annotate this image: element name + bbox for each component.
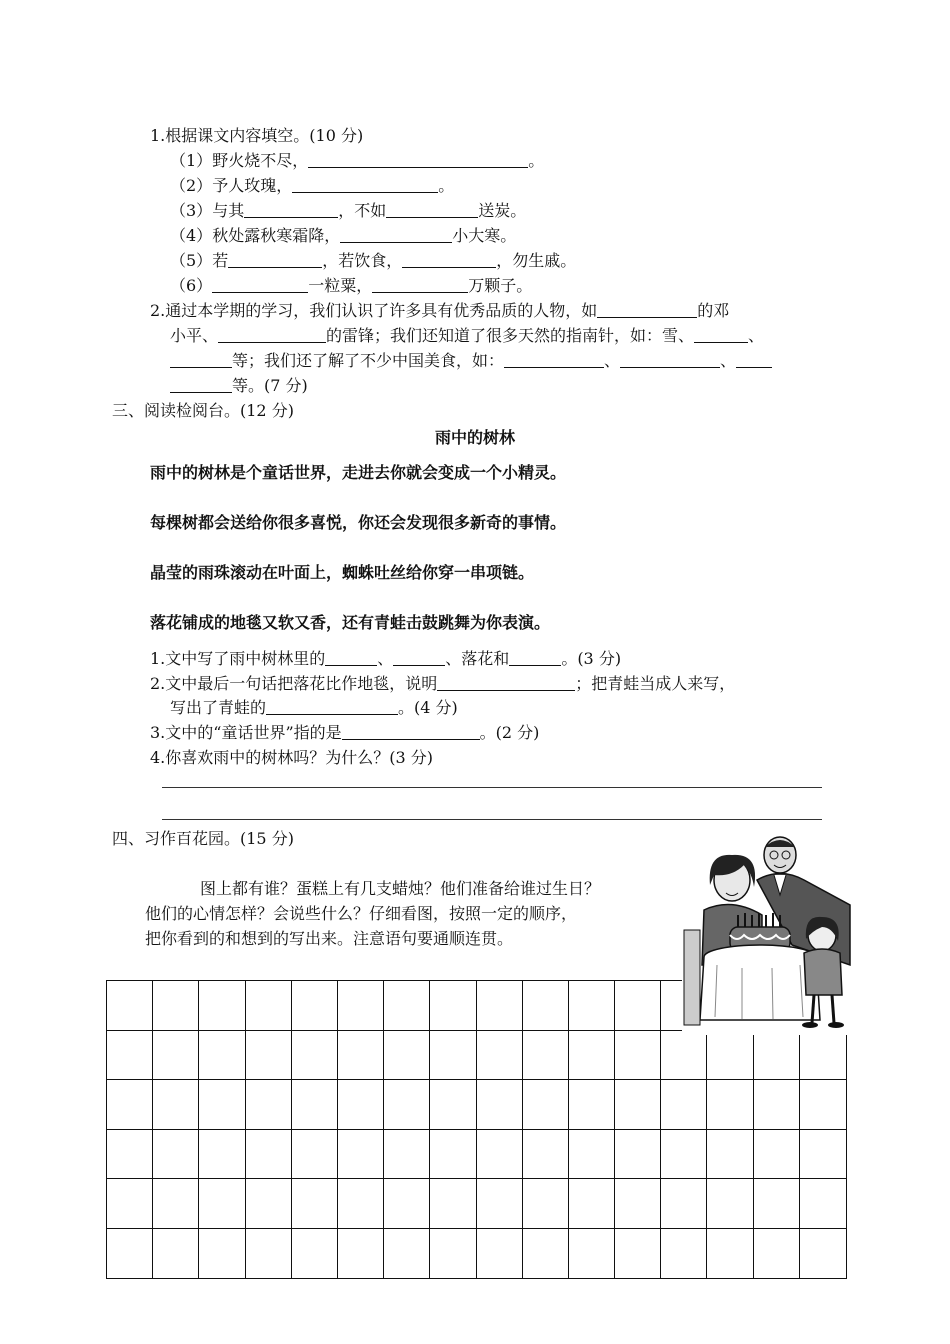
grid-cell[interactable] [199,1179,245,1229]
grid-cell[interactable] [477,1031,523,1081]
grid-cell[interactable] [430,1229,476,1279]
q2-line-4: 等。(7 分) [170,375,308,397]
passage-paragraph: 晶莹的雨珠滚动在叶面上，蜘蛛吐丝给你穿一串项链。 [150,563,535,582]
grid-cell[interactable] [569,981,615,1031]
writing-prompt-line: 他们的心情怎样？会说些什么？仔细看图，按照一定的顺序， [145,904,578,923]
grid-cell[interactable] [153,1031,199,1081]
q1-item-1: （1）野火烧不尽， 。 [170,151,545,170]
answer-blank[interactable] [170,376,232,393]
grid-cell[interactable] [615,1130,661,1180]
grid-cell[interactable] [292,1179,338,1229]
grid-cell[interactable] [477,1179,523,1229]
grid-cell[interactable] [430,981,476,1031]
answer-blank[interactable] [437,674,575,691]
grid-cell[interactable] [754,1229,800,1279]
q1-item-3: （3）与其 ，不如 送炭。 [170,201,527,220]
grid-cell[interactable] [523,1229,569,1279]
q2-line-3: 等；我们还了解了不少中国美食，如： 、 、 [170,350,772,372]
grid-cell[interactable] [615,981,661,1031]
answer-blank[interactable] [340,226,452,243]
grid-cell[interactable] [107,1080,153,1130]
grid-cell[interactable] [569,1179,615,1229]
grid-cell[interactable] [661,1229,707,1279]
answer-blank[interactable] [597,301,697,318]
grid-cell[interactable] [707,1179,753,1229]
grid-cell[interactable] [430,1080,476,1130]
grid-cell[interactable] [430,1179,476,1229]
answer-blank[interactable] [736,351,772,368]
grid-cell[interactable] [338,1130,384,1180]
answer-blank[interactable] [244,201,338,218]
q2-line-1: 2.通过本学期的学习，我们认识了许多具有优秀品质的人物，如 的邓 [150,301,730,320]
grid-cell[interactable] [199,1229,245,1279]
answer-blank[interactable] [402,251,496,268]
grid-cell[interactable] [707,1031,753,1081]
grid-cell[interactable] [523,1179,569,1229]
grid-cell[interactable] [615,1179,661,1229]
section-4-heading: 四、习作百花园。(15 分) [112,829,294,848]
grid-cell[interactable] [569,1130,615,1180]
answer-blank[interactable] [170,351,232,368]
grid-cell[interactable] [707,1080,753,1130]
answer-blank[interactable] [694,326,748,343]
grid-cell[interactable] [246,1080,292,1130]
grid-cell[interactable] [615,1031,661,1081]
answer-blank[interactable] [325,649,377,666]
grid-cell[interactable] [800,1229,846,1279]
grid-cell[interactable] [153,1229,199,1279]
grid-cell[interactable] [800,1179,846,1229]
grid-cell[interactable] [246,1229,292,1279]
section-3-heading: 三、阅读检阅台。(12 分) [112,401,294,420]
grid-cell[interactable] [153,1130,199,1180]
grid-cell[interactable] [338,1031,384,1081]
grid-cell[interactable] [153,1179,199,1229]
grid-cell[interactable] [615,1080,661,1130]
grid-cell[interactable] [615,1229,661,1279]
grid-cell[interactable] [569,1229,615,1279]
q1-title: 1.根据课文内容填空。(10 分) [150,126,364,145]
answer-blank[interactable] [386,201,478,218]
grid-cell[interactable] [477,981,523,1031]
grid-cell[interactable] [523,1080,569,1130]
grid-cell[interactable] [661,1130,707,1180]
q1-item-6: （6） 一粒粟， 万颗子。 [170,276,533,295]
reading-q2-line-1: 2.文中最后一句话把落花比作地毯，说明 ；把青蛙当成人来写， [150,674,736,693]
grid-cell[interactable] [246,1179,292,1229]
answer-blank[interactable] [266,698,398,715]
passage-paragraph: 雨中的树林是个童话世界，走进去你就会变成一个小精灵。 [150,463,567,482]
grid-cell[interactable] [292,1229,338,1279]
grid-cell[interactable] [107,1031,153,1081]
grid-cell[interactable] [384,1179,430,1229]
grid-cell[interactable] [661,1080,707,1130]
grid-cell[interactable] [107,981,153,1031]
grid-cell[interactable] [199,1130,245,1180]
grid-cell[interactable] [384,1130,430,1180]
answer-blank[interactable] [342,723,480,740]
grid-cell[interactable] [707,1229,753,1279]
reading-q4: 4.你喜欢雨中的树林吗？为什么？(3 分) [150,748,434,767]
grid-cell[interactable] [430,1031,476,1081]
answer-blank[interactable] [393,649,445,666]
grid-cell[interactable] [523,1031,569,1081]
grid-cell[interactable] [107,1229,153,1279]
writing-prompt-line: 把你看到的和想到的写出来。注意语句要通顺连贯。 [145,929,514,948]
grid-cell[interactable] [661,1179,707,1229]
passage-title: 雨中的树林 [434,428,515,447]
answer-blank[interactable] [308,151,528,168]
grid-cell[interactable] [292,1031,338,1081]
grid-cell[interactable] [569,1031,615,1081]
grid-cell[interactable] [569,1080,615,1130]
grid-cell[interactable] [477,1080,523,1130]
grid-cell[interactable] [338,1229,384,1279]
grid-cell[interactable] [246,1031,292,1081]
grid-cell[interactable] [754,1179,800,1229]
answer-blank[interactable] [504,351,604,368]
answer-line[interactable] [162,787,822,788]
q1-item-2: （2）予人玫瑰， 。 [170,176,455,195]
grid-cell[interactable] [800,1130,846,1180]
answer-line[interactable] [162,819,822,820]
passage-paragraph: 落花铺成的地毯又软又香，还有青蛙击鼓跳舞为你表演。 [150,613,551,632]
grid-cell[interactable] [523,981,569,1031]
reading-q2-line-2: 写出了青蛙的 。(4 分) [170,698,458,717]
grid-cell[interactable] [338,1179,384,1229]
grid-cell[interactable] [246,1130,292,1180]
q1-item-4: （4）秋处露秋寒霜降， 小大寒。 [170,226,517,245]
passage-paragraph: 每棵树都会送给你很多喜悦，你还会发现很多新奇的事情。 [150,513,567,532]
answer-blank[interactable] [218,326,326,343]
grid-cell[interactable] [754,1031,800,1081]
grid-cell[interactable] [246,981,292,1031]
grid-cell[interactable] [338,1080,384,1130]
grid-cell[interactable] [430,1130,476,1180]
grid-cell[interactable] [384,1229,430,1279]
reading-q3: 3.文中的“童话世界”指的是 。(2 分) [150,723,540,742]
answer-blank[interactable] [212,276,308,293]
grid-cell[interactable] [107,1179,153,1229]
answer-blank[interactable] [509,649,561,666]
grid-cell[interactable] [107,1130,153,1180]
grid-cell[interactable] [384,981,430,1031]
q1-item-5: （5）若 ，若饮食， ，勿生戚。 [170,251,577,270]
grid-cell[interactable] [292,1080,338,1130]
answer-blank[interactable] [620,351,720,368]
grid-cell[interactable] [384,1031,430,1081]
grid-cell[interactable] [292,981,338,1031]
answer-blank[interactable] [372,276,468,293]
grid-cell[interactable] [384,1080,430,1130]
grid-cell[interactable] [199,1080,245,1130]
grid-cell[interactable] [199,981,245,1031]
grid-cell[interactable] [800,1080,846,1130]
grid-cell[interactable] [477,1229,523,1279]
grid-cell[interactable] [707,1130,753,1180]
reading-q1: 1.文中写了雨中树林里的 、 、落花和 。(3 分) [150,649,622,668]
answer-blank[interactable] [228,251,322,268]
grid-cell[interactable] [800,1031,846,1081]
grid-cell[interactable] [754,1130,800,1180]
grid-cell[interactable] [477,1130,523,1180]
writing-prompt-line: 图上都有谁？蛋糕上有几支蜡烛？他们准备给谁过生日？ [200,879,601,898]
grid-cell[interactable] [754,1080,800,1130]
birthday-cake-family-illustration [682,835,852,1035]
grid-cell[interactable] [199,1031,245,1081]
answer-blank[interactable] [292,176,438,193]
grid-cell[interactable] [661,1031,707,1081]
grid-cell[interactable] [153,981,199,1031]
grid-cell[interactable] [523,1130,569,1180]
q2-line-2: 小平、 的雷锋；我们还知道了很多天然的指南针，如：雪、 、 [170,326,765,345]
grid-cell[interactable] [338,981,384,1031]
grid-cell[interactable] [292,1130,338,1180]
grid-cell[interactable] [153,1080,199,1130]
